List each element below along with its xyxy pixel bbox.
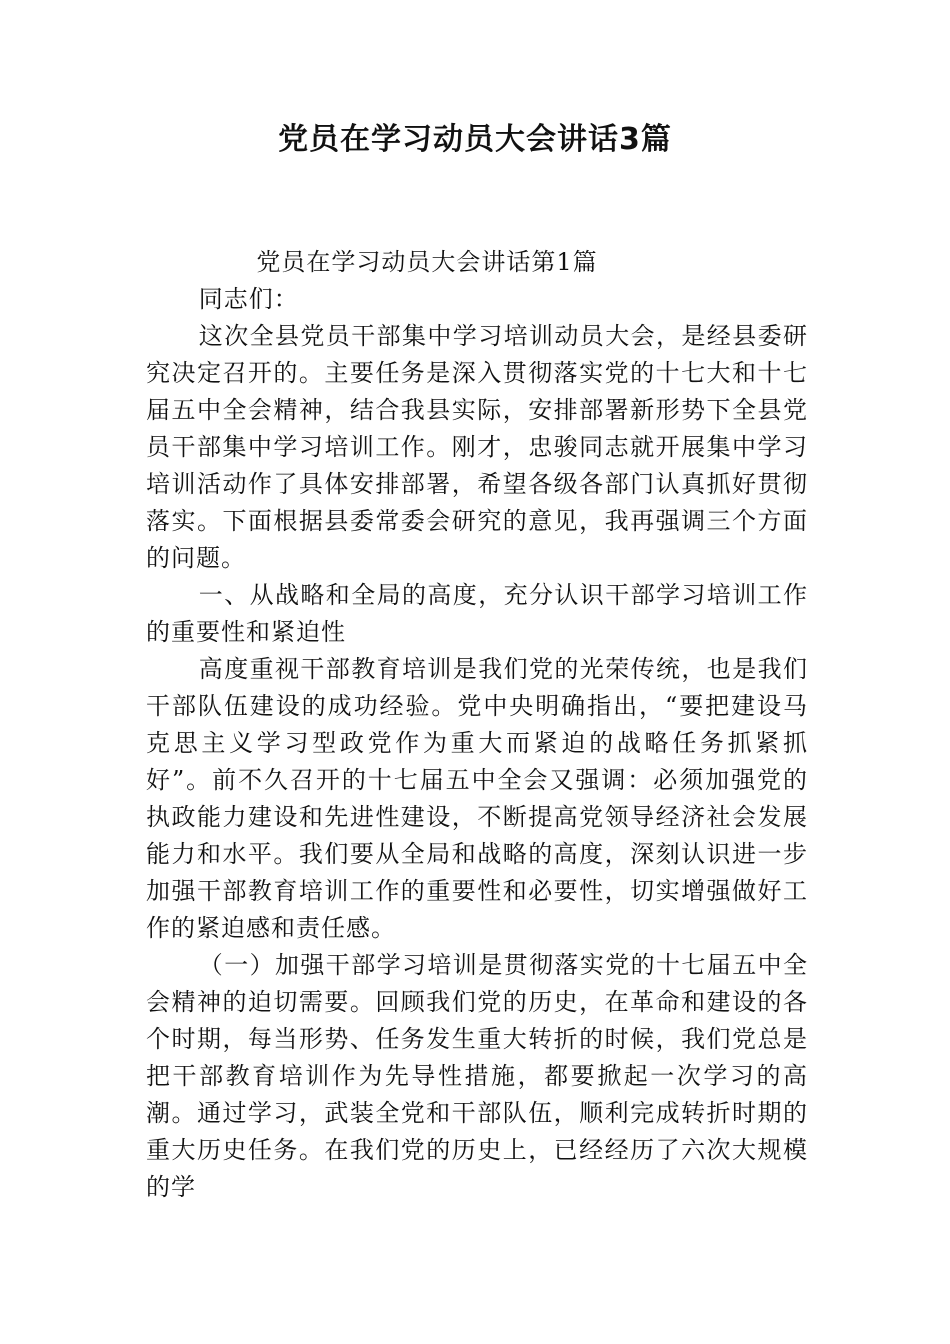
document-title: 党员在学习动员大会讲话3篇 — [278, 122, 672, 157]
paragraph-intro: 这次全县党员干部集中学习培训动员大会，是经县委研究决定召开的。主要任务是深入贯彻落实党的十七大和十七届五中全会精神，结合我县实际，安排部署新形势下全县党员干部集中学习培训工作。刚才，忠骏同志就开展集中学习培训活动作了具体安排部署，希望各级各部门认真抓好贯彻落实。下面根据县委常委会研究的意见，我再强调三个方面的问题。 — [146, 322, 808, 572]
salutation: 同志们： — [198, 285, 299, 313]
paragraph-subsection-1: （一）加强干部学习培训是贯彻落实党的十七届五中全会精神的迫切需要。回顾我们党的历史，在革命和建设的各个时期，每当形势、任务发生重大转折的时候，我们党总是把干部教育培训作为先导性措施，都要掀起一次学习的高潮。通过学习，武装全党和干部队伍，顺利完成转折时期的重大历史任务。在我们党的历史上，已经经历了六次大规模的学 — [146, 951, 808, 1201]
speech-subtitle: 党员在学习动员大会讲话第1篇 — [256, 248, 598, 276]
paragraph-importance: 高度重视干部教育培训是我们党的光荣传统，也是我们干部队伍建设的成功经验。党中央明确指出，“要把建设马克思主义学习型政党作为重大而紧迫的战略任务抓紧抓好”。前不久召开的十七届五中全会又强调：必须加强党的执政能力建设和先进性建设，不断提高党领导经济社会发展能力和水平。我们要从全局和战略的高度，深刻认识进一步加强干部教育培训工作的重要性和必要性，切实增强做好工作的紧迫感和责任感。 — [146, 655, 808, 942]
document-body — [146, 244, 808, 1206]
section-heading-1: 一、从战略和全局的高度，充分认识干部学习培训工作的重要性和紧迫性 — [146, 581, 808, 646]
